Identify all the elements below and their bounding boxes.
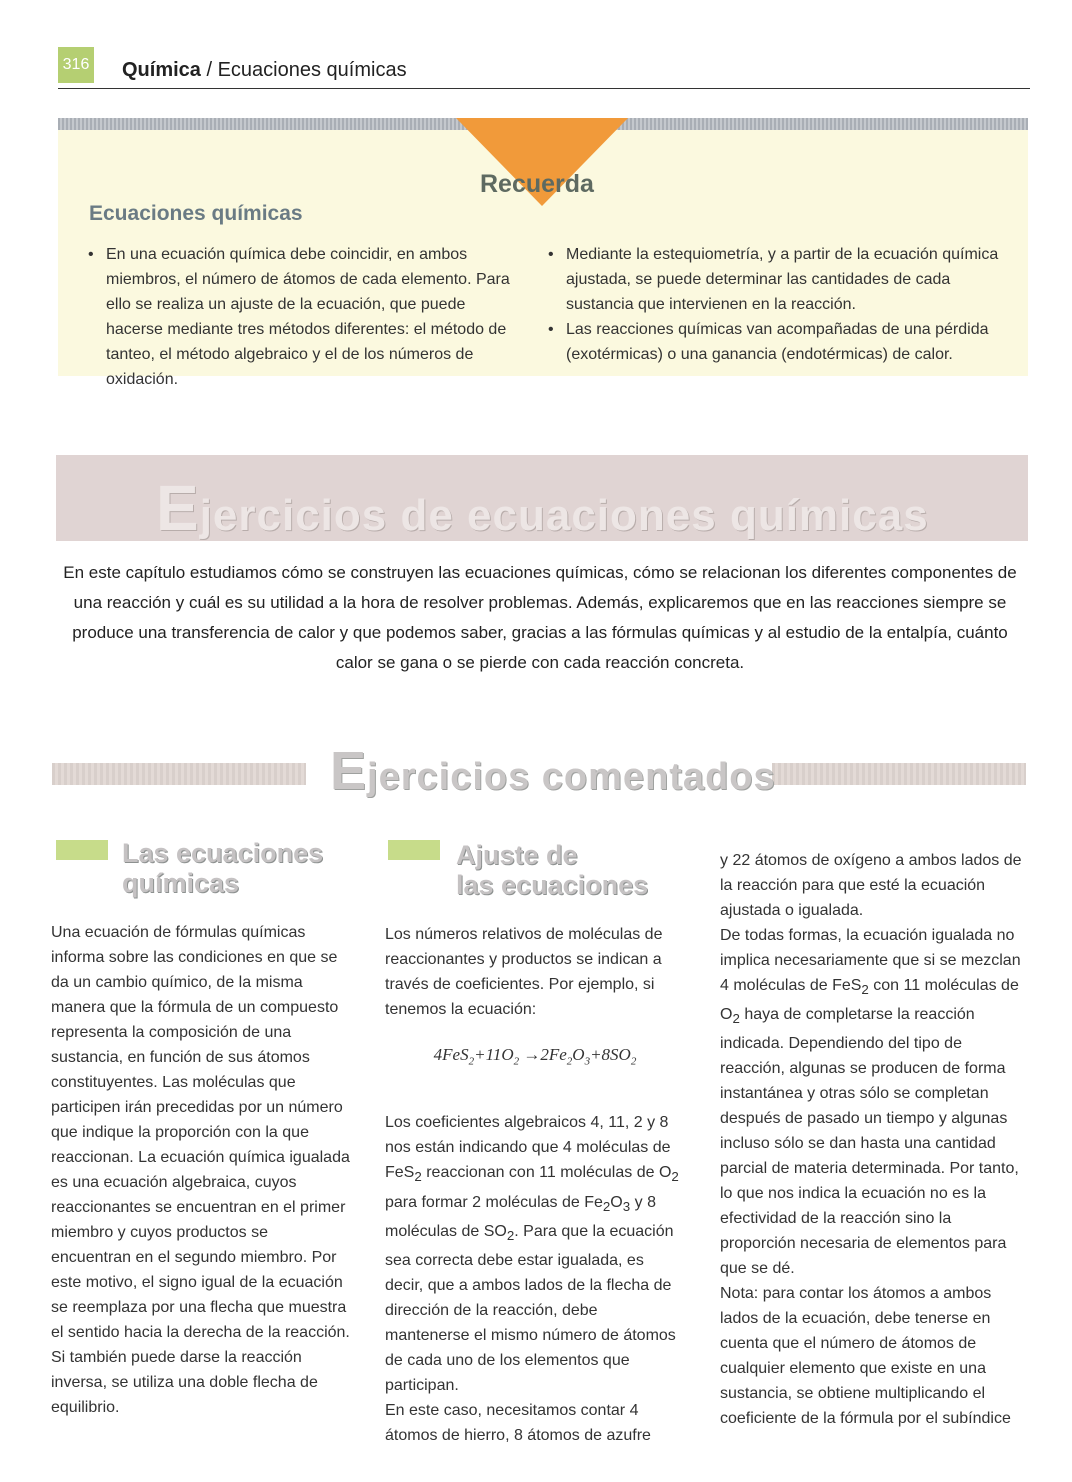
intro-paragraph: En este capítulo estudiamos cómo se construyen las ecuaciones químicas, cómo se relacionan los diferentes componentes de una reacción y cuál es su utilidad a la hora de resolver problemas. Además, explicaremos que en las reacciones siempre se produce una transferencia de calor y que podemos saber, gracias a las fórmulas químicas y al estudio de la entalpía, cuánto calor se gana o se pierde con cada reacción concreta. — [63, 563, 1017, 672]
formula-subscript: 3 — [622, 1198, 631, 1214]
col1-heading-line1: Las ecuaciones — [122, 838, 324, 868]
recuerda-right-column — [546, 242, 1006, 367]
equation-subscript: 3 — [584, 1055, 591, 1068]
col2-heading-line2: las ecuaciones — [456, 870, 649, 900]
col3-paragraph-1: y 22 átomos de oxígeno a ambos lados de la reacción para que esté la ecuación ajustada o igualada. — [720, 852, 1022, 919]
recuerda-bullet: • Las reacciones químicas van acompañadas de una pérdida (exotérmicas) o una ganancia (endotérmicas) de calor. — [546, 317, 1006, 367]
equation-subscript: 2 — [513, 1055, 520, 1068]
formula-subscript: 2 — [506, 1227, 515, 1243]
formula-subscript: 2 — [861, 982, 869, 998]
col2-body — [385, 922, 685, 1448]
main-section-title-initial: E — [156, 472, 200, 544]
sub-banner-bar-left — [52, 763, 306, 785]
col2-paragraph-2 — [385, 1110, 685, 1398]
equation-subscript: 2 — [630, 1055, 637, 1068]
recuerda-box — [58, 118, 1028, 388]
equation-arrow: → — [519, 1045, 541, 1064]
recuerda-bullet: • Mediante la estequiometría, y a partir de la ecuación química ajustada, se puede determinar las cantidades de cada sustancia que intervienen en la reacción. — [546, 242, 1006, 317]
recuerda-title: Recuerda — [480, 170, 594, 198]
col2-text-run: reaccionan con 11 moléculas de O — [421, 1164, 672, 1182]
recuerda-bullet: • En una ecuación química debe coincidir, en ambos miembros, el número de átomos de cada elemento. Para ello se realiza un ajuste de la ecuación, que puede hacerse mediante tres métodos diferentes: el método de tanteo, el método algebraico y el de los números de oxidación. — [86, 242, 526, 392]
equation-term: +8SO — [590, 1045, 631, 1064]
col3-text-run: haya de completarse la reacción indicada. Dependiendo del tipo de reacción, algunas se producen de forma instantánea y otras sólo se completan después de pasado un tiempo y algunas incluso sólo se dan hasta una cantidad parcial de materia determinada. Por tanto, lo que nos indica la ecuación no es la efectividad de la reacción sino la proporción necesaria de elementos para que se dé. — [720, 1006, 1019, 1278]
recuerda-subtitle: Ecuaciones químicas — [89, 202, 303, 225]
formula-subscript: 2 — [602, 1198, 611, 1214]
equation-term: 4FeS — [433, 1045, 469, 1064]
sub-banner-bar-right — [772, 763, 1026, 785]
col2-text-run: Los coeficientes algebraicos 4, 11, 2 y 8 nos están indicando que 4 moléculas de FeS — [385, 1114, 671, 1182]
equation-term: +11O — [474, 1045, 514, 1064]
recuerda-left-column — [86, 242, 526, 392]
col3-paragraph-3: Nota: para contar los átomos a ambos lados de la ecuación, debe tenerse en cuenta que el número de átomos de cualquier elemento que existe en una sustancia, se obtiene multiplicando el coeficiente de la fórmula por el subíndice — [720, 1285, 1011, 1428]
equation-subscript: 2 — [468, 1055, 475, 1068]
col2-text-run: . Para que la ecuación sea correcta debe estar igualada, es decir, que a ambos lados de la flecha de dirección de la reacción, debe mantenerse el mismo número de átomos de cada uno de los elementos que participan. — [385, 1222, 676, 1394]
col2-text-run: para formar 2 moléculas de Fe — [385, 1193, 603, 1211]
col1-paragraph: Una ecuación de fórmulas químicas informa sobre las condiciones en que se da un cambio químico, de la misma manera que la fórmula de un compuesto representa la composición de una sustancia, en función de sus átomos constituyentes. Las moléculas que participen irán precedidas por un número que indique la proporción con la que reaccionan. La ecuación química igualada es una ecuación algebraica, cuyos reaccionantes se encuentran en el primer miembro y cuyos productos se encuentran en el segundo miembro. Por este motivo, el signo igual de la ecuación se reemplaza por una flecha que muestra el sentido hacia la derecha de la reacción. Si también puede darse la reacción inversa, se utiliza una doble flecha de equilibrio. — [51, 924, 350, 1416]
chemical-equation — [385, 1042, 685, 1074]
col2-paragraph-1: Los números relativos de moléculas de reaccionantes y productos se indican a través de coeficientes. Por ejemplo, si tenemos la ecuación: — [385, 926, 663, 1018]
main-section-title-rest: jercicios de ecuaciones químicas — [199, 491, 929, 540]
running-head-separator: / — [200, 59, 218, 81]
col2-text-run: O — [610, 1193, 623, 1211]
formula-subscript: 2 — [732, 1011, 740, 1027]
page-number: 316 — [58, 47, 94, 83]
sub-section-title-rest: jercicios comentados — [367, 756, 776, 798]
running-head-topic: Ecuaciones químicas — [217, 59, 407, 81]
col1-heading-marker — [56, 840, 108, 860]
main-section-title — [156, 471, 929, 545]
col3-text-run: De todas formas, la ecuación igualada no implica necesariamente que si se mezclan 4 moléculas de FeS — [720, 927, 1021, 994]
col2-paragraph-3: En este caso, necesitamos contar 4 átomos de hierro, 8 átomos de azufre — [385, 1401, 651, 1444]
formula-subscript: 2 — [414, 1169, 422, 1185]
col2-heading-line1: Ajuste de — [456, 840, 578, 870]
col2-text-run: y 8 moléculas de SO — [385, 1193, 656, 1240]
running-head-subject: Química — [122, 59, 201, 81]
equation-subscript: 2 — [566, 1055, 573, 1068]
equation-term: O — [572, 1045, 585, 1064]
col1-heading-line2: químicas — [122, 868, 240, 898]
sub-section-title-initial: E — [330, 741, 368, 801]
formula-subscript: 2 — [671, 1169, 679, 1185]
sub-section-title — [330, 740, 776, 802]
col3-text-run: con 11 moléculas de O — [720, 977, 1019, 1024]
col1-body — [51, 920, 351, 1420]
equation-term: 2Fe — [540, 1045, 567, 1064]
main-section-banner — [56, 455, 1028, 544]
col3-paragraph-2 — [720, 923, 1025, 1281]
col2-heading-marker — [388, 840, 440, 860]
header-rule — [58, 88, 1030, 89]
running-head — [122, 59, 407, 82]
col3-body — [720, 848, 1025, 1431]
col1-heading — [122, 838, 323, 898]
col2-heading — [456, 840, 648, 900]
